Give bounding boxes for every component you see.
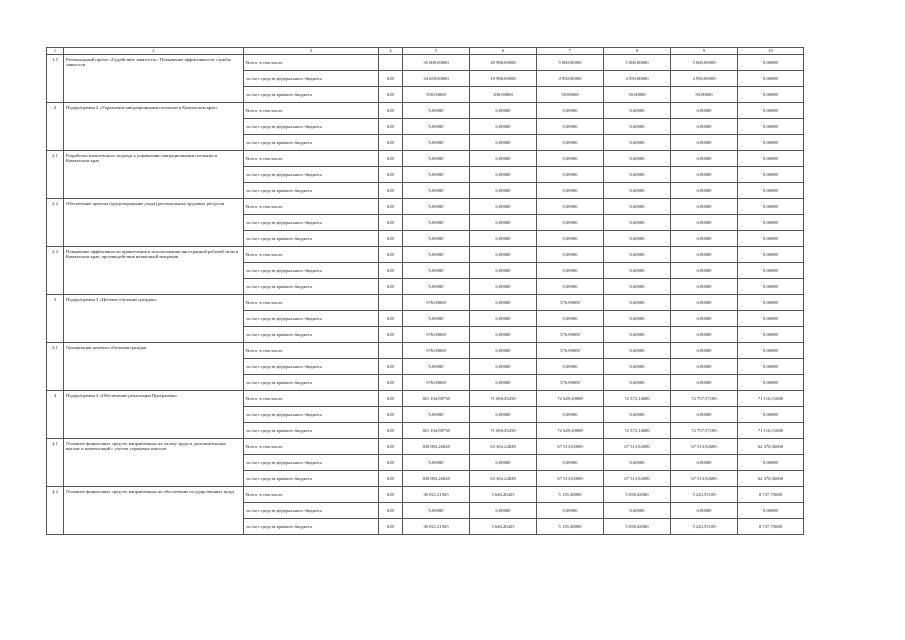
amount-cell: 0,00000 (671, 375, 738, 391)
budget-code: 820 (379, 311, 403, 327)
header-cell: 3 (244, 48, 379, 55)
budget-code: 820 (379, 327, 403, 343)
amount-cell: 0,00000 (671, 119, 738, 135)
amount-cell: 0,00000 (738, 119, 804, 135)
amount-cell: 67 513,92000 (671, 439, 738, 455)
amount-cell: 0,00000 (403, 279, 470, 295)
header-cell: 6 (470, 48, 537, 55)
amount-cell: 0,00000 (738, 103, 804, 119)
header-cell: 5 (403, 48, 470, 55)
amount-cell: 71 069,45250 (470, 391, 537, 407)
amount-cell: 576,00000 (537, 295, 604, 311)
amount-cell: 5 646,20425 (470, 519, 537, 535)
item-name: Основное финансовых средств, направленных на обеспечение государственных нужд (64, 487, 244, 535)
header-cell: 9 (671, 48, 738, 55)
amount-cell: 0,00000 (537, 119, 604, 135)
amount-cell: 0,00000 (537, 407, 604, 423)
funding-source: Всего, в том числе: (244, 199, 379, 215)
amount-cell: 0,00000 (738, 279, 804, 295)
amount-cell: 0,00000 (403, 407, 470, 423)
amount-cell: 0,00000 (470, 311, 537, 327)
row-number: 4.1 (47, 439, 64, 487)
amount-cell: 576,00000 (537, 343, 604, 359)
amount-cell: 0,00000 (671, 359, 738, 375)
amount-cell: 0,00000 (738, 503, 804, 519)
amount-cell: 0,00000 (738, 167, 804, 183)
amount-cell: 5 000,00000 (671, 55, 738, 71)
amount-cell: 0,00000 (738, 359, 804, 375)
amount-cell: 0,00000 (671, 343, 738, 359)
item-name: Повышение эффективности привлечения и использования иностранной рабочей силы в Камчатском крае, противодействие незаконной миграции (64, 247, 244, 295)
amount-cell: 4 950,00000 (537, 71, 604, 87)
amount-cell: 72 757,57100 (671, 423, 738, 439)
amount-cell: 0,00000 (604, 119, 671, 135)
funding-source: Всего, в том числе: (244, 487, 379, 503)
item-name: Региональный проект «Содействие занятости». Повышение эффективности службы занятости (64, 55, 244, 103)
amount-cell: 0,00000 (604, 247, 671, 263)
amount-cell: 0,00000 (671, 247, 738, 263)
amount-cell: 67 513,92000 (537, 471, 604, 487)
item-name: Подпрограмма 2 «Управление миграционными потоками в Камчатском крае» (64, 103, 244, 151)
amount-cell: 0,00000 (537, 263, 604, 279)
budget-code (379, 55, 403, 71)
amount-cell: 0,00000 (738, 231, 804, 247)
header-row (47, 48, 804, 55)
amount-cell: 0,00000 (738, 295, 804, 311)
funding-source: за счет средств федерального бюджета (244, 359, 379, 375)
amount-cell: 0,00000 (403, 231, 470, 247)
amount-cell: 0,00000 (604, 375, 671, 391)
amount-cell: 300 083,26828 (403, 439, 470, 455)
item-name: Подпрограмма 3 «Целевое обучение граждан» (64, 295, 244, 343)
funding-source: Всего, в том числе: (244, 103, 379, 119)
row-number: 1.5 (47, 55, 64, 103)
amount-cell: 0,00000 (537, 503, 604, 519)
amount-cell: 0,00000 (537, 135, 604, 151)
amount-cell: 0,00000 (671, 311, 738, 327)
amount-cell: 576,00000 (403, 295, 470, 311)
amount-cell: 0,00000 (537, 199, 604, 215)
amount-cell: 0,00000 (403, 183, 470, 199)
funding-source: за счет средств федерального бюджета (244, 311, 379, 327)
amount-cell: 50,00000 (537, 87, 604, 103)
amount-cell: 0,00000 (738, 343, 804, 359)
amount-cell: 0,00000 (738, 87, 804, 103)
amount-cell: 0,00000 (604, 263, 671, 279)
amount-cell: 20 980,00000 (470, 55, 537, 71)
amount-cell: 0,00000 (604, 407, 671, 423)
amount-cell: 8 737,75680 (738, 519, 804, 535)
amount-cell: 0,00000 (470, 231, 537, 247)
amount-cell: 0,00000 (403, 167, 470, 183)
row-number: 3.1 (47, 343, 64, 391)
budget-document (46, 47, 803, 535)
amount-cell: 50,00000 (604, 87, 671, 103)
amount-cell: 0,00000 (604, 359, 671, 375)
table-row (47, 103, 804, 119)
amount-cell: 0,00000 (738, 327, 804, 343)
amount-cell: 0,00000 (738, 311, 804, 327)
amount-cell: 5 058,42080 (604, 519, 671, 535)
amount-cell: 0,00000 (671, 263, 738, 279)
amount-cell: 0,00000 (671, 135, 738, 151)
amount-cell: 0,00000 (738, 247, 804, 263)
table-row (47, 55, 804, 71)
amount-cell: 30 021,21925 (403, 519, 470, 535)
amount-cell: 0,00000 (470, 455, 537, 471)
amount-cell: 0,00000 (403, 151, 470, 167)
row-number: 2.3 (47, 247, 64, 295)
budget-code: 820 (379, 151, 403, 167)
budget-code: 820 (379, 471, 403, 487)
amount-cell: 72 649,30080 (537, 423, 604, 439)
amount-cell: 72 572,14080 (604, 423, 671, 439)
amount-cell: 0,00000 (537, 279, 604, 295)
table-row (47, 199, 804, 215)
amount-cell: 5 243,55100 (671, 487, 738, 503)
amount-cell: 0,00000 (537, 359, 604, 375)
amount-cell: 71 069,45250 (470, 423, 537, 439)
amount-cell: 0,00000 (738, 199, 804, 215)
header-cell: 10 (738, 48, 804, 55)
amount-cell: 63 363,24828 (470, 439, 537, 455)
row-number: 2 (47, 103, 64, 151)
item-name: Разработка комплексного подхода к управлению миграционными потоками в Камчатском крае (64, 151, 244, 199)
amount-cell: 0,00000 (671, 295, 738, 311)
amount-cell: 5 000,00000 (604, 55, 671, 71)
amount-cell: 0,00000 (671, 327, 738, 343)
amount-cell: 0,00000 (671, 503, 738, 519)
budget-code: 820 (379, 503, 403, 519)
amount-cell: 0,00000 (604, 503, 671, 519)
table-row (47, 295, 804, 311)
budget-code: 820 (379, 103, 403, 119)
amount-cell: 0,00000 (671, 103, 738, 119)
amount-cell: 361 104,98758 (403, 423, 470, 439)
amount-cell: 0,00000 (604, 103, 671, 119)
budget-code: 820 (379, 231, 403, 247)
budget-code: 820 (379, 279, 403, 295)
amount-cell: 576,00000 (537, 327, 604, 343)
amount-cell: 0,00000 (537, 103, 604, 119)
table-body (47, 48, 804, 535)
budget-code: 820 (379, 135, 403, 151)
amount-cell: 0,00000 (738, 455, 804, 471)
amount-cell: 0,00000 (671, 199, 738, 215)
budget-code: 820 (379, 375, 403, 391)
budget-code: 820 (379, 183, 403, 199)
amount-cell: 5 646,20425 (470, 487, 537, 503)
amount-cell: 35 000,00000 (403, 55, 470, 71)
amount-cell: 0,00000 (604, 455, 671, 471)
header-cell: 1 (47, 48, 64, 55)
amount-cell: 0,00000 (470, 103, 537, 119)
table-row (47, 343, 804, 359)
amount-cell: 0,00000 (738, 183, 804, 199)
amount-cell: 0,00000 (403, 263, 470, 279)
budget-code: 820 (379, 199, 403, 215)
amount-cell: 62 378,36000 (738, 439, 804, 455)
amount-cell: 0,00000 (604, 279, 671, 295)
amount-cell: 0,00000 (604, 295, 671, 311)
amount-cell: 0,00000 (470, 343, 537, 359)
amount-cell: 576,00000 (403, 375, 470, 391)
item-name: Обеспечение притока (предотвращение ухода) региональных трудовых ресурсов (64, 199, 244, 247)
amount-cell: 0,00000 (537, 311, 604, 327)
amount-cell: 0,00000 (738, 263, 804, 279)
funding-source: Всего, в том числе: (244, 55, 379, 71)
funding-source: за счет средств федерального бюджета (244, 263, 379, 279)
funding-source: за счет средств краевого бюджета (244, 231, 379, 247)
amount-cell: 0,00000 (537, 183, 604, 199)
funding-source: Всего, в том числе: (244, 391, 379, 407)
amount-cell: 8 737,75680 (738, 487, 804, 503)
amount-cell: 0,00000 (470, 359, 537, 375)
funding-source: за счет средств краевого бюджета (244, 375, 379, 391)
amount-cell: 0,00000 (470, 151, 537, 167)
amount-cell: 0,00000 (671, 455, 738, 471)
amount-cell: 0,00000 (671, 231, 738, 247)
amount-cell: 0,00000 (604, 183, 671, 199)
amount-cell: 0,00000 (537, 231, 604, 247)
amount-cell: 0,00000 (604, 215, 671, 231)
amount-cell: 30 021,21925 (403, 487, 470, 503)
budget-code: 820 (379, 407, 403, 423)
amount-cell: 0,00000 (537, 215, 604, 231)
amount-cell: 0,00000 (738, 215, 804, 231)
item-name: Организация целевого обучения граждан (64, 343, 244, 391)
amount-cell: 0,00000 (470, 247, 537, 263)
header-cell: 4 (379, 48, 403, 55)
table-row (47, 247, 804, 263)
amount-cell: 0,00000 (470, 295, 537, 311)
amount-cell: 67 513,92000 (537, 439, 604, 455)
amount-cell: 4 950,00000 (604, 71, 671, 87)
amount-cell: 0,00000 (604, 167, 671, 183)
amount-cell: 71 116,51680 (738, 391, 804, 407)
amount-cell: 200,00000 (470, 87, 537, 103)
funding-source: за счет средств федерального бюджета (244, 407, 379, 423)
budget-code: 820 (379, 263, 403, 279)
amount-cell: 0,00000 (470, 199, 537, 215)
amount-cell: 63 363,24828 (470, 471, 537, 487)
budget-code: 820 (379, 119, 403, 135)
amount-cell: 0,00000 (470, 167, 537, 183)
budget-code: 820 (379, 519, 403, 535)
amount-cell: 0,00000 (403, 311, 470, 327)
amount-cell: 0,00000 (604, 135, 671, 151)
amount-cell: 0,00000 (403, 215, 470, 231)
amount-cell: 300 083,26828 (403, 471, 470, 487)
funding-source: Всего, в том числе: (244, 295, 379, 311)
budget-code: 820 (379, 247, 403, 263)
funding-source: за счет средств федерального бюджета (244, 71, 379, 87)
amount-cell: 0,00000 (671, 215, 738, 231)
amount-cell: 67 513,92000 (604, 471, 671, 487)
funding-source: за счет средств краевого бюджета (244, 183, 379, 199)
amount-cell: 0,00000 (403, 103, 470, 119)
amount-cell: 0,00000 (604, 231, 671, 247)
amount-cell: 0,00000 (470, 183, 537, 199)
amount-cell: 0,00000 (403, 455, 470, 471)
row-number: 4.2 (47, 487, 64, 535)
amount-cell: 0,00000 (671, 407, 738, 423)
budget-code: 820 (379, 439, 403, 455)
budget-code: 820 (379, 391, 403, 407)
budget-code: 820 (379, 455, 403, 471)
amount-cell: 0,00000 (470, 407, 537, 423)
funding-source: Всего, в том числе: (244, 343, 379, 359)
funding-source: за счет средств краевого бюджета (244, 327, 379, 343)
amount-cell: 0,00000 (671, 183, 738, 199)
amount-cell: 0,00000 (470, 119, 537, 135)
row-number: 3 (47, 295, 64, 343)
amount-cell: 50,00000 (671, 87, 738, 103)
funding-source: Всего, в том числе: (244, 151, 379, 167)
amount-cell: 0,00000 (738, 55, 804, 71)
amount-cell: 5 058,42080 (604, 487, 671, 503)
amount-cell: 72 649,30080 (537, 391, 604, 407)
amount-cell: 576,00000 (537, 375, 604, 391)
header-cell: 2 (64, 48, 244, 55)
amount-cell: 67 513,92000 (671, 471, 738, 487)
amount-cell: 34 650,00000 (403, 71, 470, 87)
amount-cell: 0,00000 (604, 151, 671, 167)
amount-cell: 62 378,36000 (738, 471, 804, 487)
amount-cell: 0,00000 (470, 135, 537, 151)
amount-cell: 0,00000 (671, 151, 738, 167)
amount-cell: 0,00000 (738, 135, 804, 151)
item-name: Основное финансовых средств, направленных на оплату труда и дополнительных выплат и компенсаций с учетом страховых взносов (64, 439, 244, 487)
item-name: Подпрограмма 4 «Обеспечение реализации Программы» (64, 391, 244, 439)
amount-cell: 0,00000 (537, 455, 604, 471)
table-row (47, 487, 804, 503)
amount-cell: 0,00000 (470, 279, 537, 295)
table-row (47, 439, 804, 455)
amount-cell: 0,00000 (470, 215, 537, 231)
funding-source: за счет средств краевого бюджета (244, 519, 379, 535)
funding-source: за счет средств краевого бюджета (244, 279, 379, 295)
amount-cell: 4 950,00000 (671, 71, 738, 87)
amount-cell: 72 572,14080 (604, 391, 671, 407)
budget-code: 820 (379, 87, 403, 103)
amount-cell: 19 980,00000 (470, 71, 537, 87)
funding-source: за счет средств федерального бюджета (244, 503, 379, 519)
funding-source: за счет средств федерального бюджета (244, 455, 379, 471)
amount-cell: 0,00000 (671, 167, 738, 183)
amount-cell: 0,00000 (403, 359, 470, 375)
amount-cell: 0,00000 (537, 151, 604, 167)
amount-cell: 0,00000 (403, 199, 470, 215)
budget-code (379, 295, 403, 311)
amount-cell: 0,00000 (671, 279, 738, 295)
amount-cell: 0,00000 (604, 327, 671, 343)
row-number: 2.2 (47, 199, 64, 247)
funding-source: за счет средств краевого бюджета (244, 423, 379, 439)
amount-cell: 0,00000 (738, 375, 804, 391)
funding-source: за счет средств федерального бюджета (244, 167, 379, 183)
amount-cell: 0,00000 (738, 71, 804, 87)
amount-cell: 0,00000 (537, 167, 604, 183)
budget-code: 820 (379, 487, 403, 503)
header-cell: 7 (537, 48, 604, 55)
funding-source: Всего, в том числе: (244, 439, 379, 455)
amount-cell: 0,00000 (470, 503, 537, 519)
budget-code: 820 (379, 167, 403, 183)
budget-code: 820 (379, 215, 403, 231)
budget-code: 820 (379, 71, 403, 87)
budget-code: 820 (379, 423, 403, 439)
funding-source: за счет средств краевого бюджета (244, 87, 379, 103)
amount-cell: 361 104,98758 (403, 391, 470, 407)
amount-cell: 0,00000 (470, 375, 537, 391)
funding-source: за счет средств краевого бюджета (244, 471, 379, 487)
amount-cell: 0,00000 (604, 311, 671, 327)
budget-table (46, 47, 804, 535)
amount-cell: 0,00000 (470, 327, 537, 343)
amount-cell: 72 757,57100 (671, 391, 738, 407)
amount-cell: 0,00000 (604, 343, 671, 359)
amount-cell: 0,00000 (403, 135, 470, 151)
amount-cell: 576,00000 (403, 327, 470, 343)
amount-cell: 0,00000 (604, 199, 671, 215)
amount-cell: 0,00000 (403, 247, 470, 263)
amount-cell: 5 243,55100 (671, 519, 738, 535)
funding-source: за счет средств федерального бюджета (244, 119, 379, 135)
table-row (47, 391, 804, 407)
amount-cell: 350,00000 (403, 87, 470, 103)
funding-source: за счет средств федерального бюджета (244, 215, 379, 231)
amount-cell: 576,00000 (403, 343, 470, 359)
amount-cell: 0,00000 (537, 247, 604, 263)
amount-cell: 67 513,92000 (604, 439, 671, 455)
row-number: 4 (47, 391, 64, 439)
budget-code (379, 343, 403, 359)
amount-cell: 5 135,38080 (537, 487, 604, 503)
amount-cell: 5 135,38080 (537, 519, 604, 535)
amount-cell: 0,00000 (403, 503, 470, 519)
header-cell: 8 (604, 48, 671, 55)
table-row (47, 151, 804, 167)
amount-cell: 0,00000 (738, 151, 804, 167)
funding-source: Всего, в том числе: (244, 247, 379, 263)
funding-source: за счет средств краевого бюджета (244, 135, 379, 151)
amount-cell: 0,00000 (738, 407, 804, 423)
budget-code: 820 (379, 359, 403, 375)
amount-cell: 0,00000 (403, 119, 470, 135)
amount-cell: 5 000,00000 (537, 55, 604, 71)
amount-cell: 0,00000 (470, 263, 537, 279)
row-number: 2.1 (47, 151, 64, 199)
amount-cell: 71 116,51680 (738, 423, 804, 439)
